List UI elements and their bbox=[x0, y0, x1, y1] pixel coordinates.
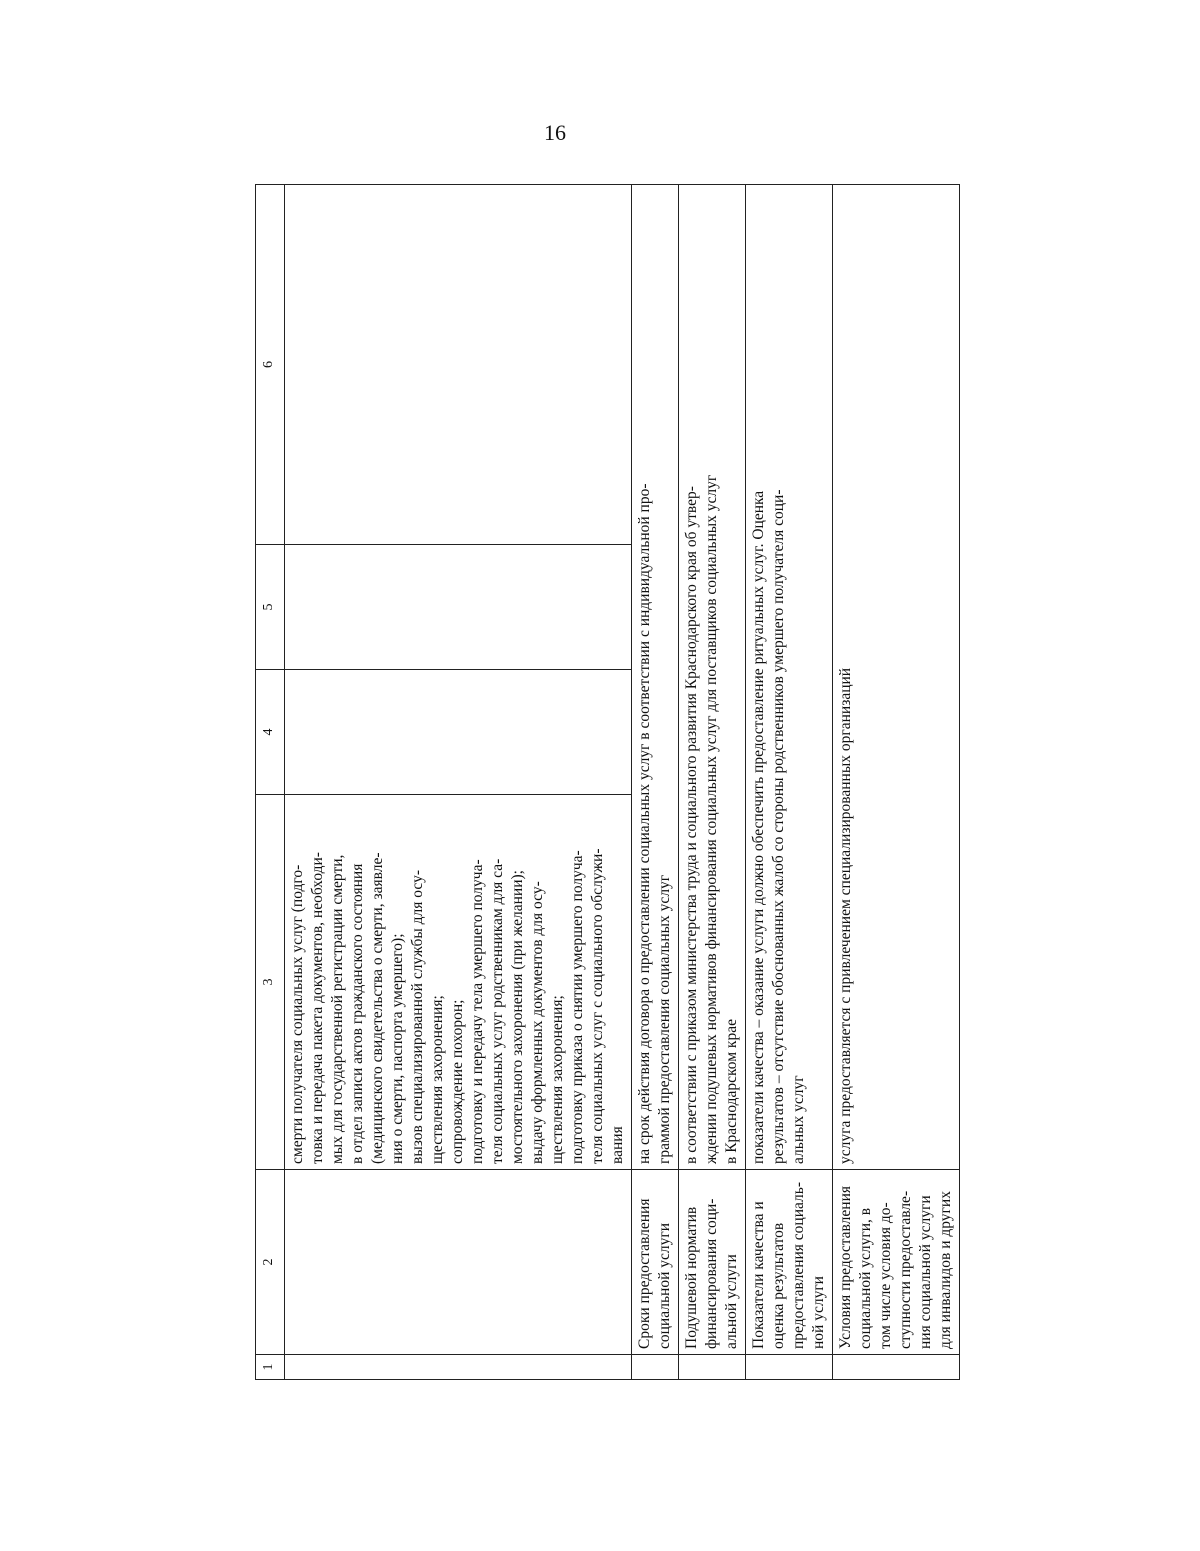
continuation-text-cell bbox=[285, 795, 632, 1170]
col-number-4: 4 bbox=[256, 670, 285, 795]
text-line: мых для государственной регистрации смерти, bbox=[329, 854, 346, 1164]
cell-empty bbox=[285, 545, 632, 670]
content-line: альных услуг bbox=[790, 1075, 807, 1164]
text-line: выдачу оформленных документов для осу- bbox=[529, 881, 546, 1164]
col-number-3: 3 bbox=[256, 795, 285, 1170]
label-line: том числе условия до- bbox=[877, 1202, 894, 1349]
col-number-5: 5 bbox=[256, 545, 285, 670]
services-table bbox=[255, 184, 960, 1380]
text-line: вания bbox=[609, 1126, 626, 1164]
label-line: Условия предоставления bbox=[837, 1185, 854, 1349]
col-number-6: 6 bbox=[256, 185, 285, 545]
label-line: социальной услуги bbox=[656, 1222, 673, 1349]
label-line: альной услуги bbox=[723, 1254, 740, 1349]
row-financing bbox=[679, 185, 746, 1380]
content-line: в соответствии с приказом министерства труда и социального развития Краснодарского края об утвер- bbox=[683, 486, 700, 1164]
row-label bbox=[679, 1170, 746, 1355]
header-row bbox=[256, 185, 285, 1380]
row-label bbox=[833, 1170, 960, 1355]
cell-empty bbox=[285, 1355, 632, 1380]
label-line: ной услуги bbox=[810, 1276, 827, 1349]
label-line: финансирования соци- bbox=[703, 1198, 720, 1349]
cell-empty bbox=[679, 1355, 746, 1380]
content-line: услуга предоставляется с привлечением специализированных организаций bbox=[837, 667, 854, 1164]
label-line: оценка результатов bbox=[770, 1222, 787, 1349]
cell-empty bbox=[632, 1355, 679, 1380]
label-line: Подушевой норматив bbox=[683, 1206, 700, 1349]
content-line: в Краснодарском крае bbox=[723, 1019, 740, 1164]
text-line: теля социальных услуг с социального обслужи- bbox=[589, 848, 606, 1164]
label-line: ния социальной услуги bbox=[917, 1195, 934, 1349]
col-number-2: 2 bbox=[256, 1170, 285, 1355]
text-line: подготовку и передачу тела умершего получа- bbox=[469, 859, 486, 1164]
label-line: предоставления социаль- bbox=[790, 1182, 807, 1349]
content-line: на срок действия договора о предоставлении социальных услуг в соответствии с индивидуальной про- bbox=[636, 483, 653, 1164]
text-line: товка и передача пакета документов, необходи- bbox=[309, 852, 326, 1164]
label-line: Сроки предоставления bbox=[636, 1198, 653, 1349]
row-conditions bbox=[833, 185, 960, 1380]
page-number: 16 bbox=[544, 120, 566, 145]
rotated-table-container bbox=[255, 185, 1000, 1380]
col-number-1: 1 bbox=[256, 1355, 285, 1380]
text-line: смерти получателя социальных услуг (подго- bbox=[289, 864, 306, 1164]
text-line: вызов специализированной службы для осу- bbox=[409, 869, 426, 1164]
text-line: сопровождение похорон; bbox=[449, 999, 466, 1164]
row-label bbox=[632, 1170, 679, 1355]
text-line: ществления захоронения; bbox=[429, 995, 446, 1164]
cell-empty bbox=[285, 670, 632, 795]
cell-empty bbox=[285, 1170, 632, 1355]
continuation-row bbox=[285, 185, 632, 1380]
cell-empty bbox=[285, 185, 632, 545]
text-line: подготовку приказа о снятии умершего получа- bbox=[569, 850, 586, 1164]
text-line: теля социальных услуг родственникам для са- bbox=[489, 858, 506, 1164]
cell-empty bbox=[833, 1355, 960, 1380]
row-label bbox=[746, 1170, 833, 1355]
content-line: граммой предоставления социальных услуг bbox=[656, 874, 673, 1164]
label-line: для инвалидов и других bbox=[937, 1191, 954, 1349]
row-content bbox=[833, 185, 960, 1170]
label-line: социальной услуги, в bbox=[857, 1207, 874, 1349]
content-line: результатов – отсутствие обоснованных жалоб со стороны родственников умершего получателя соци- bbox=[770, 489, 787, 1164]
label-line: ступности предоставле- bbox=[897, 1190, 914, 1349]
row-content bbox=[632, 185, 679, 1170]
content-line: ждении подушевых нормативов финансирования социальных услуг для поставщиков социальных услуг bbox=[703, 474, 720, 1164]
text-line: ния о смерти, паспорта умершего); bbox=[389, 933, 406, 1164]
text-line: (медицинского свидетельства о смерти, заявле- bbox=[369, 852, 386, 1164]
row-terms bbox=[632, 185, 679, 1380]
text-line: в отдел записи актов гражданского состояния bbox=[349, 863, 366, 1164]
row-content bbox=[746, 185, 833, 1170]
content-line: показатели качества – оказание услуги должно обеспечить предоставление ритуальных услуг. Оценка bbox=[750, 490, 767, 1164]
text-line: мостоятельного захоронения (при желании); bbox=[509, 870, 526, 1164]
row-quality bbox=[746, 185, 833, 1380]
text-line: ществления захоронения; bbox=[549, 995, 566, 1164]
cell-empty bbox=[746, 1355, 833, 1380]
row-content bbox=[679, 185, 746, 1170]
label-line: Показатели качества и bbox=[750, 1201, 767, 1349]
